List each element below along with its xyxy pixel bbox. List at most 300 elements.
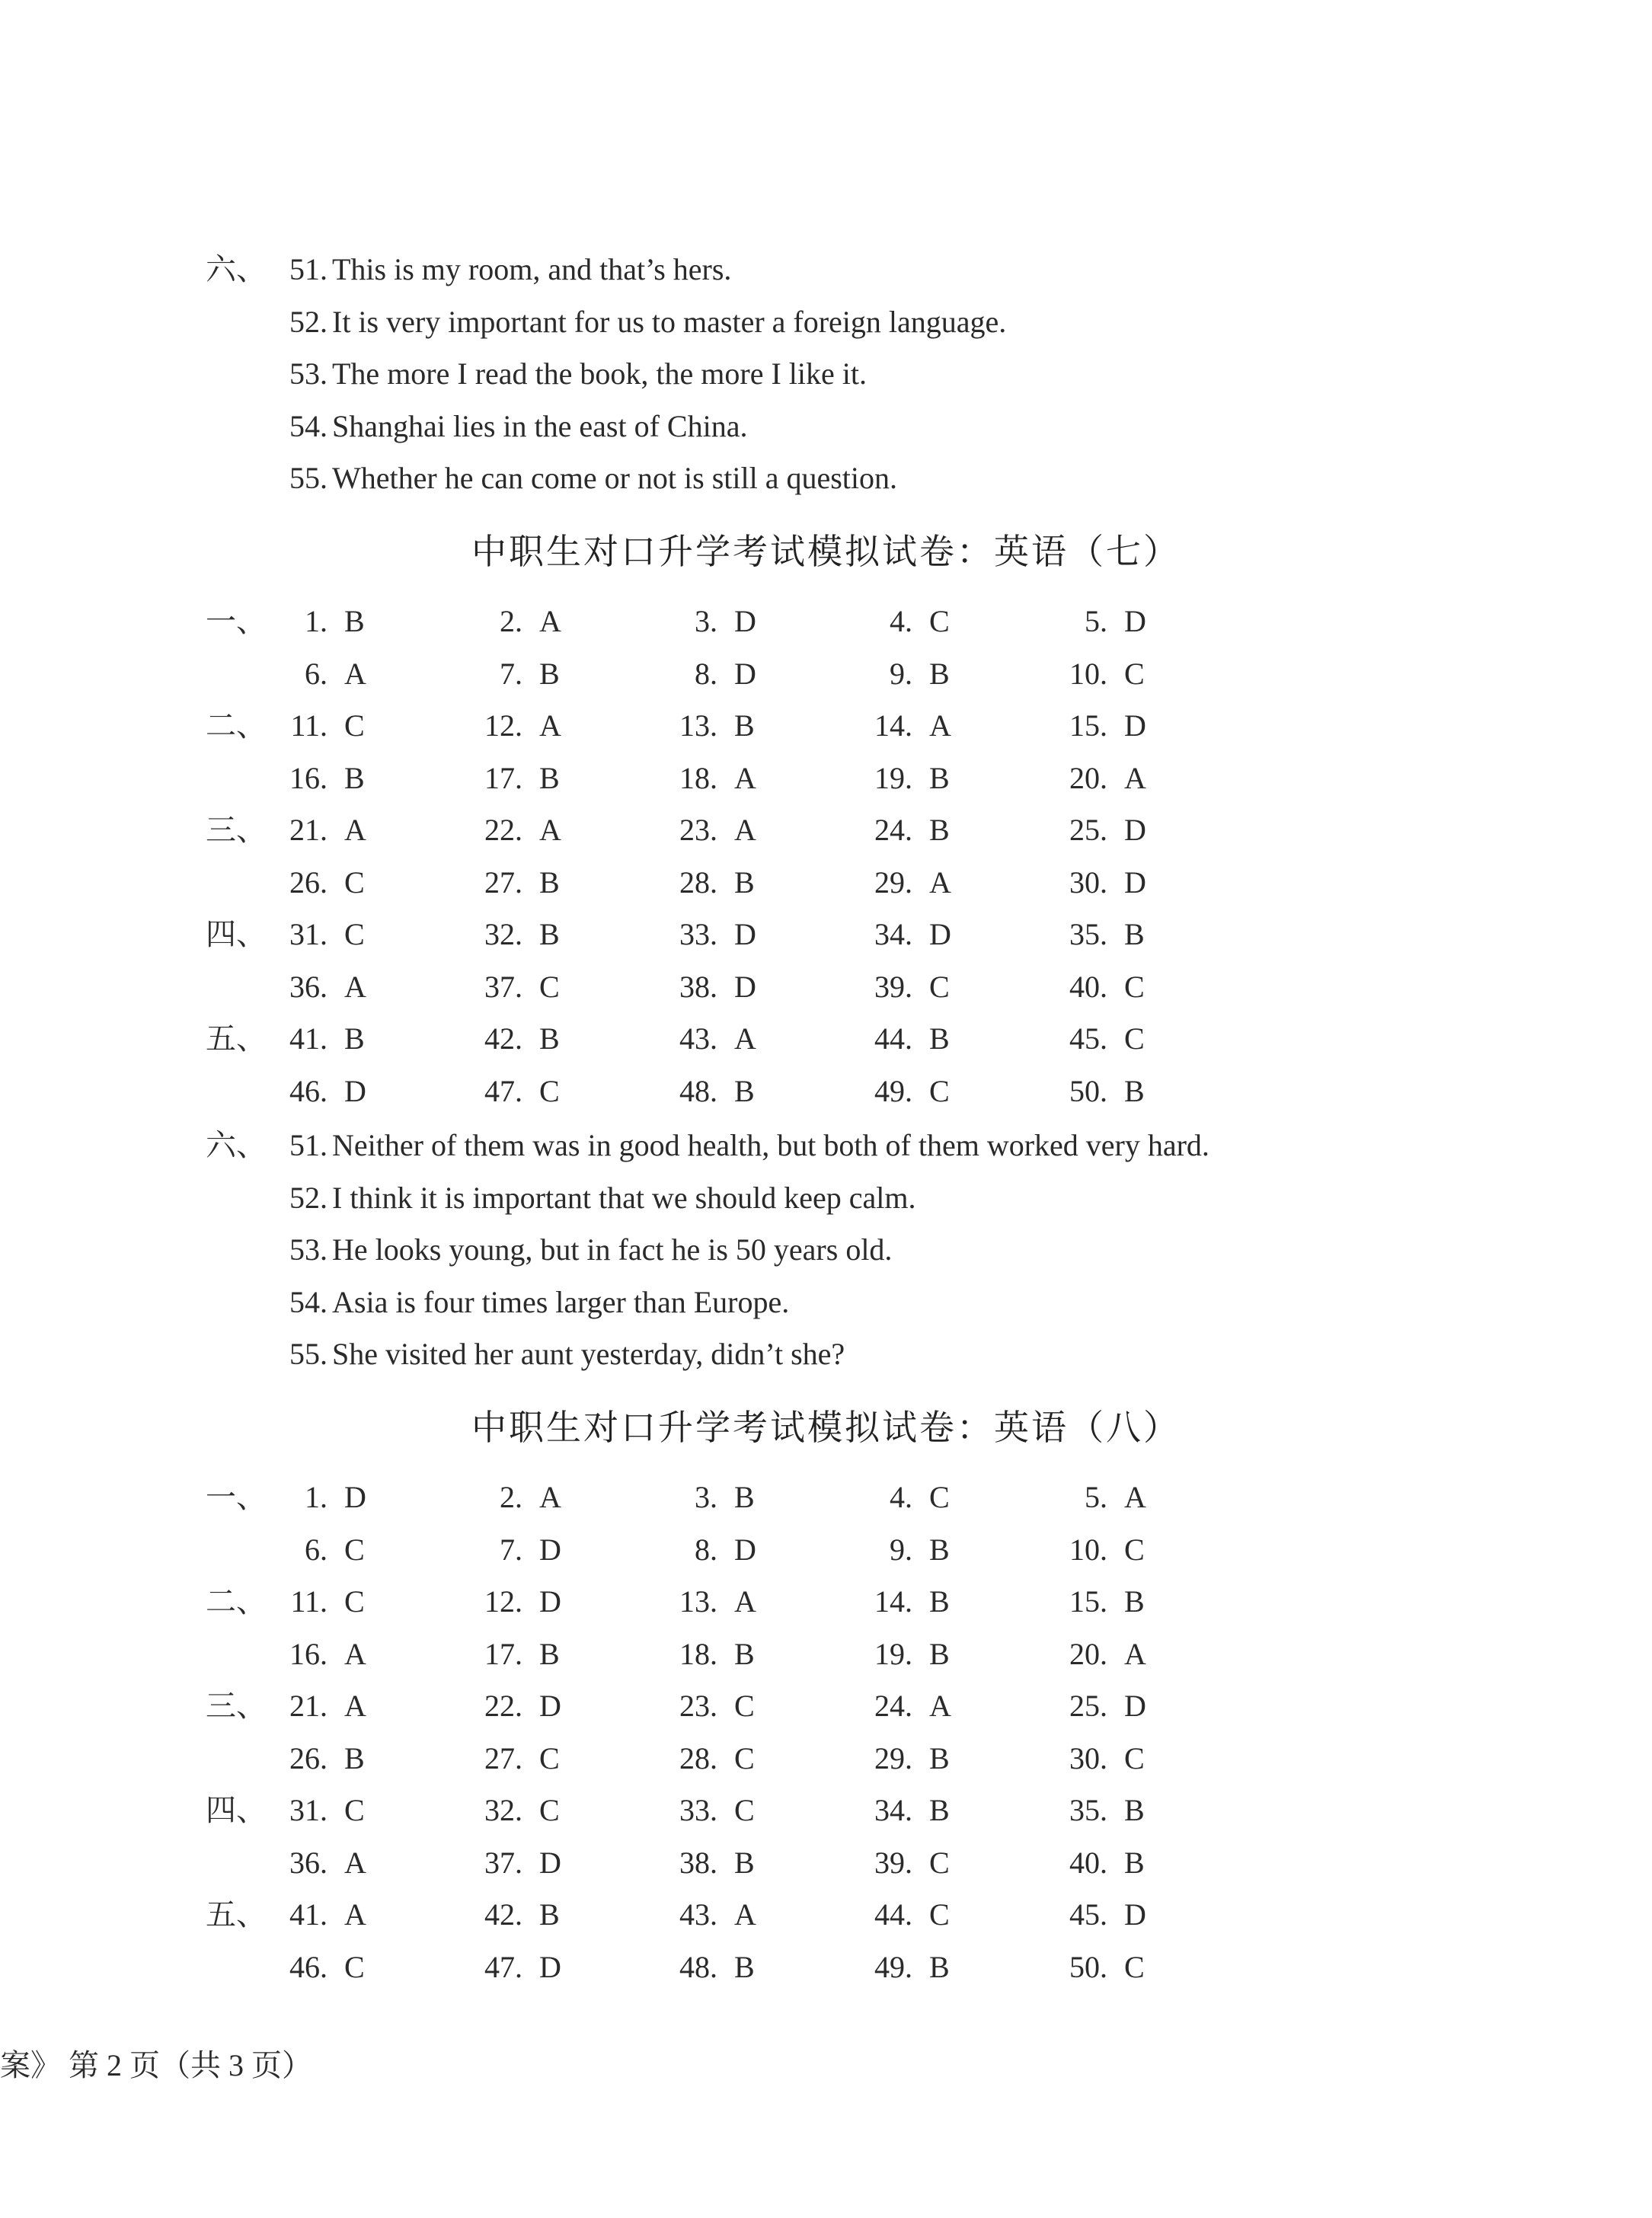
answer-letter: D <box>539 1532 561 1567</box>
answer-cell <box>852 1680 951 1733</box>
answer-letter: C <box>1124 1021 1145 1056</box>
translation-item <box>206 1172 1577 1225</box>
answer-letter: B <box>734 708 755 743</box>
answer-cell <box>1046 1628 1146 1681</box>
item-number: 52. <box>289 304 328 339</box>
answer-row <box>206 909 1577 961</box>
translation-item <box>206 452 1577 505</box>
answer-letter: B <box>344 1021 365 1056</box>
answer-letter: B <box>344 604 365 638</box>
answer-letter: B <box>929 1636 950 1671</box>
answer-cell <box>1046 1680 1146 1733</box>
answer-cell <box>852 753 950 805</box>
answer-cell <box>1046 909 1145 961</box>
question-number: 49. <box>874 1073 912 1108</box>
answer-cell <box>852 804 950 857</box>
question-number: 46. <box>289 1949 328 1984</box>
answer-cell <box>267 1576 365 1628</box>
question-number: 37. <box>484 969 522 1004</box>
answer-letter: C <box>929 1480 950 1514</box>
section-label: 四、 <box>206 1793 267 1827</box>
question-number: 22. <box>484 813 522 847</box>
answer-cell <box>462 1472 561 1524</box>
answer-cell <box>462 1628 560 1681</box>
question-number: 43. <box>679 1021 717 1056</box>
answer-row <box>206 1733 1577 1785</box>
answer-letter: A <box>734 1021 756 1056</box>
section-label: 六、 <box>206 252 267 286</box>
question-number: 19. <box>874 760 912 795</box>
answer-cell <box>657 1628 755 1681</box>
answer-row <box>206 1680 1577 1733</box>
answer-letter: C <box>1124 1740 1145 1775</box>
answer-cell <box>1046 1785 1145 1837</box>
question-number: 8. <box>695 656 717 691</box>
question-number: 7. <box>500 1532 522 1567</box>
answer-letter: C <box>344 1532 365 1567</box>
answer-letter: A <box>344 1636 366 1671</box>
question-number: 47. <box>484 1949 522 1984</box>
answer-row <box>206 804 1577 857</box>
answer-row <box>206 1785 1577 1837</box>
answer-cell <box>462 857 560 909</box>
answer-letter: A <box>344 813 366 847</box>
answer-letter: A <box>929 865 951 900</box>
answer-letter: D <box>734 917 756 951</box>
exam8-answer-grid <box>206 1472 1577 1993</box>
question-number: 31. <box>289 917 328 951</box>
answer-cell <box>657 1837 755 1890</box>
answer-letter: C <box>344 865 365 900</box>
question-number: 18. <box>679 760 717 795</box>
answer-cell <box>462 1889 560 1942</box>
question-number: 9. <box>890 1532 912 1567</box>
answer-letter: C <box>344 1584 365 1619</box>
section-label: 三、 <box>206 813 267 847</box>
answer-letter: B <box>1124 1584 1145 1619</box>
question-number: 10. <box>1069 656 1107 691</box>
answer-letter: B <box>929 1740 950 1775</box>
answer-letter: C <box>929 969 950 1004</box>
question-number: 34. <box>874 1793 912 1827</box>
item-number: 53. <box>289 356 328 391</box>
answer-cell <box>1046 804 1146 857</box>
answer-cell <box>462 909 560 961</box>
answer-letter: D <box>1124 1689 1146 1723</box>
answer-letter: C <box>929 1897 950 1932</box>
answer-letter: A <box>1124 1636 1146 1671</box>
item-number: 51. <box>289 1128 328 1162</box>
question-number: 38. <box>679 1845 717 1880</box>
question-number: 43. <box>679 1897 717 1932</box>
answer-cell <box>462 648 560 701</box>
exam7-title: 中职生对口升学考试模拟试卷：英语（七） <box>471 531 1181 572</box>
answer-letter: C <box>344 1949 365 1984</box>
answer-cell <box>657 857 755 909</box>
answer-cell <box>657 1942 755 1994</box>
answer-letter: D <box>1124 1897 1146 1932</box>
answer-row <box>206 1628 1577 1681</box>
answer-cell <box>852 648 950 701</box>
answer-letter: C <box>539 969 560 1004</box>
answer-letter: C <box>734 1689 755 1723</box>
question-number: 39. <box>874 1845 912 1880</box>
question-number: 23. <box>679 1689 717 1723</box>
answer-letter: B <box>929 813 950 847</box>
answer-cell <box>267 1066 366 1118</box>
question-number: 18. <box>679 1636 717 1671</box>
answer-cell <box>267 1680 366 1733</box>
answer-letter: A <box>734 1897 756 1932</box>
question-number: 30. <box>1069 1740 1107 1775</box>
answer-cell <box>852 857 951 909</box>
question-number: 27. <box>484 865 522 900</box>
answer-letter: C <box>1124 1532 1145 1567</box>
question-number: 48. <box>679 1949 717 1984</box>
answer-cell <box>852 1576 950 1628</box>
answer-cell <box>267 596 365 648</box>
answer-row <box>206 961 1577 1014</box>
item-number: 55. <box>289 461 328 495</box>
answer-row <box>206 1472 1577 1524</box>
answer-letter: B <box>539 865 560 900</box>
answer-letter: B <box>929 1793 950 1827</box>
answer-letter: C <box>929 604 950 638</box>
answer-letter: B <box>1124 1793 1145 1827</box>
top-translation-section <box>206 244 1577 505</box>
question-number: 21. <box>289 813 328 847</box>
item-text: Whether he can come or not is still a question. <box>332 461 898 495</box>
answer-cell <box>852 961 950 1014</box>
question-number: 9. <box>890 656 912 691</box>
answer-letter: C <box>734 1740 755 1775</box>
question-number: 24. <box>874 1689 912 1723</box>
answer-cell <box>267 753 365 805</box>
question-number: 8. <box>695 1532 717 1567</box>
question-number: 20. <box>1069 760 1107 795</box>
question-number: 3. <box>695 604 717 638</box>
answer-cell <box>267 1785 365 1837</box>
exam8-title: 中职生对口升学考试模拟试卷：英语（八） <box>471 1407 1181 1448</box>
answer-cell <box>657 1013 756 1066</box>
question-number: 35. <box>1069 917 1107 951</box>
answer-letter: D <box>539 1689 561 1723</box>
question-number: 22. <box>484 1689 522 1723</box>
answer-cell <box>1046 753 1146 805</box>
question-number: 27. <box>484 1740 522 1775</box>
answer-row <box>206 753 1577 805</box>
question-number: 31. <box>289 1793 328 1827</box>
answer-letter: D <box>1124 865 1146 900</box>
answer-letter: B <box>344 760 365 795</box>
item-text: Asia is four times larger than Europe. <box>332 1284 790 1319</box>
answer-cell <box>462 1733 560 1785</box>
answer-cell <box>267 1889 366 1942</box>
question-number: 34. <box>874 917 912 951</box>
answer-cell <box>1046 857 1146 909</box>
answer-cell <box>1046 1889 1146 1942</box>
answer-letter: D <box>1124 813 1146 847</box>
answer-cell <box>462 700 561 753</box>
question-number: 50. <box>1069 1073 1107 1108</box>
answer-row <box>206 857 1577 909</box>
question-number: 17. <box>484 760 522 795</box>
question-number: 36. <box>289 1845 328 1880</box>
section-label: 一、 <box>206 1480 267 1514</box>
answer-cell <box>657 804 756 857</box>
question-number: 4. <box>890 1480 912 1514</box>
answer-cell <box>462 1013 560 1066</box>
answer-letter: A <box>344 1897 366 1932</box>
question-number: 3. <box>695 1480 717 1514</box>
question-number: 45. <box>1069 1897 1107 1932</box>
question-number: 6. <box>305 656 328 691</box>
question-number: 29. <box>874 865 912 900</box>
answer-cell <box>267 804 366 857</box>
answer-row <box>206 1837 1577 1890</box>
question-number: 23. <box>679 813 717 847</box>
question-number: 47. <box>484 1073 522 1108</box>
item-number: 53. <box>289 1232 328 1267</box>
question-number: 13. <box>679 708 717 743</box>
section-label: 五、 <box>206 1021 267 1056</box>
question-number: 28. <box>679 865 717 900</box>
section-label: 四、 <box>206 917 267 951</box>
answer-letter: D <box>734 604 756 638</box>
answer-cell <box>462 1524 561 1577</box>
answer-letter: A <box>1124 760 1146 795</box>
translation-item <box>206 1224 1577 1277</box>
answer-cell <box>1046 1733 1145 1785</box>
section-label: 二、 <box>206 708 267 743</box>
question-number: 6. <box>305 1532 328 1567</box>
question-number: 29. <box>874 1740 912 1775</box>
question-number: 44. <box>874 1897 912 1932</box>
answer-letter: B <box>929 760 950 795</box>
question-number: 37. <box>484 1845 522 1880</box>
question-number: 39. <box>874 969 912 1004</box>
answer-cell <box>1046 1013 1145 1066</box>
question-number: 11. <box>290 1584 328 1619</box>
answer-cell <box>462 1680 561 1733</box>
answer-row <box>206 596 1577 648</box>
question-number: 19. <box>874 1636 912 1671</box>
question-number: 33. <box>679 1793 717 1827</box>
answer-letter: B <box>734 1845 755 1880</box>
question-number: 12. <box>484 1584 522 1619</box>
answer-letter: B <box>1124 1073 1145 1108</box>
answer-cell <box>267 1837 366 1890</box>
answer-cell <box>852 700 951 753</box>
answer-cell <box>852 1524 950 1577</box>
question-number: 26. <box>289 865 328 900</box>
answer-letter: A <box>539 813 561 847</box>
answer-letter: B <box>929 1584 950 1619</box>
answer-letter: D <box>734 1532 756 1567</box>
answer-letter: A <box>539 708 561 743</box>
answer-cell <box>1046 1576 1145 1628</box>
answer-letter: A <box>734 813 756 847</box>
answer-letter: B <box>344 1740 365 1775</box>
answer-cell <box>852 1013 950 1066</box>
answer-cell <box>1046 1066 1145 1118</box>
question-number: 16. <box>289 1636 328 1671</box>
answer-letter: A <box>344 1845 366 1880</box>
answer-cell <box>462 1576 561 1628</box>
answer-letter: B <box>734 1480 755 1514</box>
answer-cell <box>852 1942 950 1994</box>
question-number: 13. <box>679 1584 717 1619</box>
answer-cell <box>1046 648 1145 701</box>
exam7-translation-section <box>206 1120 1577 1381</box>
answer-cell <box>462 804 561 857</box>
section-label: 二、 <box>206 1584 267 1619</box>
answer-cell <box>852 1733 950 1785</box>
answer-letter: C <box>539 1793 560 1827</box>
answer-cell <box>852 1628 950 1681</box>
answer-letter: B <box>734 1636 755 1671</box>
item-number: 54. <box>289 408 328 443</box>
answer-row <box>206 1576 1577 1628</box>
answer-cell <box>1046 1472 1146 1524</box>
question-number: 5. <box>1085 1480 1107 1514</box>
question-number: 35. <box>1069 1793 1107 1827</box>
answer-cell <box>267 648 366 701</box>
item-text: She visited her aunt yesterday, didn’t she? <box>332 1337 845 1371</box>
question-number: 45. <box>1069 1021 1107 1056</box>
answer-cell <box>462 1066 560 1118</box>
answer-cell <box>462 961 560 1014</box>
item-number: 52. <box>289 1180 328 1215</box>
answer-letter: B <box>539 1636 560 1671</box>
translation-item <box>206 1120 1577 1172</box>
question-number: 30. <box>1069 865 1107 900</box>
answer-letter: B <box>539 1897 560 1932</box>
question-number: 14. <box>874 708 912 743</box>
answer-letter: C <box>1124 656 1145 691</box>
question-number: 24. <box>874 813 912 847</box>
answer-row <box>206 1889 1577 1942</box>
answer-cell <box>462 1837 561 1890</box>
answer-row <box>206 1013 1577 1066</box>
answer-cell <box>267 961 366 1014</box>
answer-letter: D <box>344 1073 366 1108</box>
answer-cell <box>657 961 756 1014</box>
answer-letter: A <box>539 1480 561 1514</box>
question-number: 41. <box>289 1021 328 1056</box>
question-number: 42. <box>484 1897 522 1932</box>
question-number: 49. <box>874 1949 912 1984</box>
item-text: He looks young, but in fact he is 50 years old. <box>332 1232 893 1267</box>
item-text: Neither of them was in good health, but both of them worked very hard. <box>332 1128 1209 1162</box>
answer-letter: B <box>734 1949 755 1984</box>
question-number: 32. <box>484 1793 522 1827</box>
question-number: 28. <box>679 1740 717 1775</box>
answer-cell <box>267 1013 365 1066</box>
answer-row <box>206 1524 1577 1577</box>
answer-cell <box>657 596 756 648</box>
question-number: 42. <box>484 1021 522 1056</box>
item-text: This is my room, and that’s hers. <box>332 252 732 286</box>
answer-cell <box>657 1472 755 1524</box>
answer-cell <box>267 909 365 961</box>
question-number: 40. <box>1069 1845 1107 1880</box>
item-number: 55. <box>289 1337 328 1371</box>
answer-cell <box>657 1524 756 1577</box>
question-number: 12. <box>484 708 522 743</box>
question-number: 25. <box>1069 813 1107 847</box>
question-number: 33. <box>679 917 717 951</box>
answer-cell <box>1046 1837 1145 1890</box>
answer-cell <box>462 1785 560 1837</box>
answer-letter: A <box>344 969 366 1004</box>
answer-cell <box>657 753 756 805</box>
answer-letter: D <box>344 1480 366 1514</box>
answer-letter: A <box>734 760 756 795</box>
answer-letter: A <box>929 1689 951 1723</box>
answer-cell <box>657 1066 755 1118</box>
answer-letter: D <box>1124 708 1146 743</box>
answer-cell <box>1046 961 1145 1014</box>
answer-cell <box>852 596 950 648</box>
question-number: 48. <box>679 1073 717 1108</box>
answer-cell <box>657 1785 755 1837</box>
item-text: It is very important for us to master a foreign language. <box>332 304 1007 339</box>
exam7-answer-grid <box>206 596 1577 1117</box>
answer-letter: D <box>929 917 951 951</box>
answer-letter: B <box>1124 917 1145 951</box>
translation-item <box>206 401 1577 453</box>
translation-item <box>206 1277 1577 1329</box>
answer-cell <box>267 1733 365 1785</box>
answer-letter: C <box>344 1793 365 1827</box>
item-number: 54. <box>289 1284 328 1319</box>
question-number: 4. <box>890 604 912 638</box>
question-number: 14. <box>874 1584 912 1619</box>
answer-letter: A <box>344 1689 366 1723</box>
question-number: 10. <box>1069 1532 1107 1567</box>
answer-cell <box>267 1942 365 1994</box>
question-number: 21. <box>289 1689 328 1723</box>
question-number: 5. <box>1085 604 1107 638</box>
question-number: 38. <box>679 969 717 1004</box>
answer-cell <box>462 753 560 805</box>
answer-letter: B <box>1124 1845 1145 1880</box>
answer-cell <box>657 1733 755 1785</box>
item-text: I think it is important that we should keep calm. <box>332 1180 916 1215</box>
item-text: Shanghai lies in the east of China. <box>332 408 748 443</box>
question-number: 16. <box>289 760 328 795</box>
question-number: 2. <box>500 604 522 638</box>
answer-letter: A <box>1124 1480 1146 1514</box>
answer-cell <box>657 1889 756 1942</box>
answer-letter: D <box>734 969 756 1004</box>
answer-letter: B <box>539 760 560 795</box>
answer-cell <box>267 1524 365 1577</box>
answer-cell <box>1046 1524 1145 1577</box>
question-number: 50. <box>1069 1949 1107 1984</box>
answer-letter: D <box>734 656 756 691</box>
answer-cell <box>852 1837 950 1890</box>
question-number: 7. <box>500 656 522 691</box>
question-number: 36. <box>289 969 328 1004</box>
answer-cell <box>852 1066 950 1118</box>
answer-letter: B <box>734 1073 755 1108</box>
answer-row <box>206 1942 1577 1994</box>
answer-cell <box>267 700 365 753</box>
answer-cell <box>852 1472 950 1524</box>
answer-cell <box>1046 1942 1145 1994</box>
